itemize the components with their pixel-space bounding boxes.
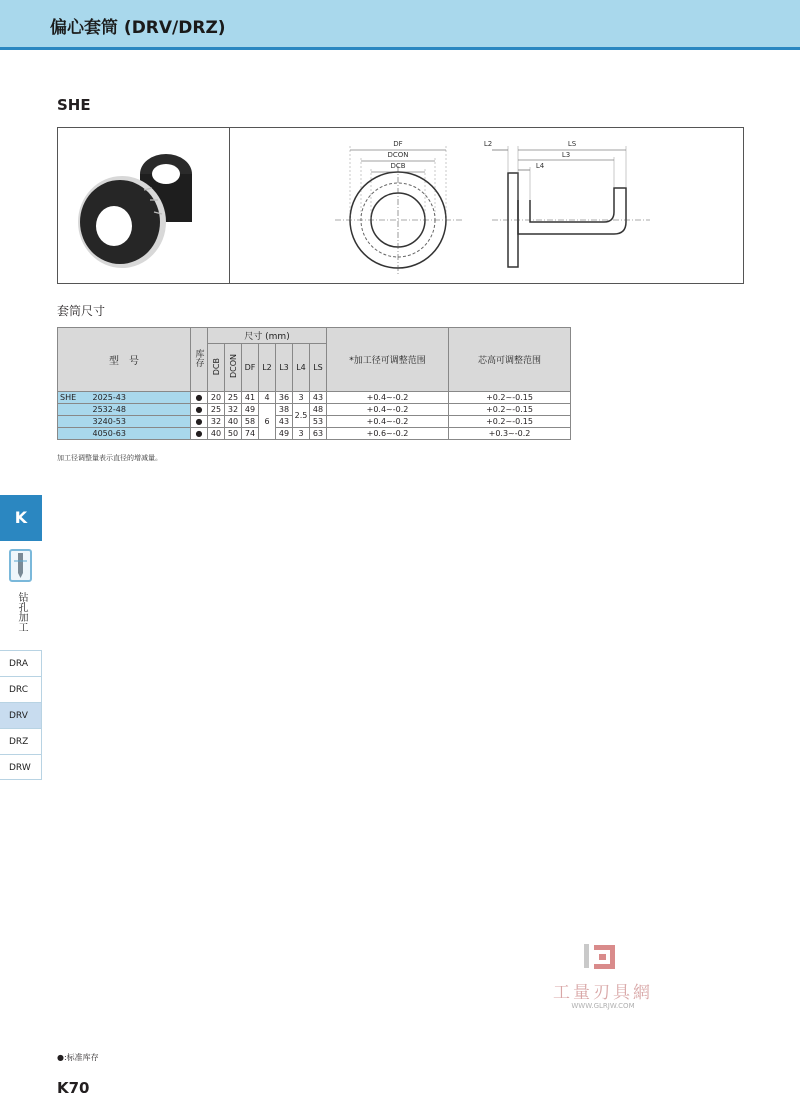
cell-l4: 3: [293, 428, 310, 440]
side-tabs: [0, 650, 42, 780]
side-tab-drz[interactable]: DRZ: [0, 728, 42, 754]
cell-l4: 2.5: [293, 404, 310, 428]
table-row: [58, 404, 571, 416]
header-dcb: DCB: [208, 344, 225, 392]
header-range1: *加工径可调整范围: [327, 328, 449, 392]
header-stock: 库存: [191, 328, 208, 392]
cell-range2: +0.2~-0.15: [449, 404, 571, 416]
header-ls: LS: [310, 344, 327, 392]
cell-l3: 36: [276, 392, 293, 404]
section-title: SHE: [57, 96, 91, 114]
cell-stock: ●: [191, 392, 208, 404]
header-l2: L2: [259, 344, 276, 392]
cell-dcb: 40: [208, 428, 225, 440]
cell-range1: +0.4~-0.2: [327, 392, 449, 404]
cell-size: 2025-43: [88, 392, 191, 404]
cell-ls: 53: [310, 416, 327, 428]
label-l2: L2: [483, 140, 493, 148]
cell-series: [58, 428, 88, 440]
page-title: 偏心套筒 (DRV/DRZ): [50, 18, 226, 38]
cell-size: 2532-48: [88, 404, 191, 416]
cell-range2: +0.3~-0.2: [449, 428, 571, 440]
category-label: 钻孔加工: [16, 592, 27, 632]
table-row: [58, 416, 571, 428]
cell-range2: +0.2~-0.15: [449, 416, 571, 428]
cell-range1: +0.6~-0.2: [327, 428, 449, 440]
watermark-name: 工量刃具網: [553, 983, 653, 1003]
table-heading: 套筒尺寸: [57, 304, 106, 318]
header-dimensions: 尺寸 (mm): [208, 328, 327, 344]
cell-l3: 49: [276, 428, 293, 440]
product-photo: [74, 142, 214, 270]
cell-range1: +0.4~-0.2: [327, 404, 449, 416]
cell-ls: 63: [310, 428, 327, 440]
cell-stock: ●: [191, 428, 208, 440]
section-letter-tab[interactable]: K: [0, 495, 42, 541]
side-tab-drc[interactable]: DRC: [0, 676, 42, 702]
cell-dcon: 50: [225, 428, 242, 440]
cell-l4: 3: [293, 392, 310, 404]
cell-stock: ●: [191, 416, 208, 428]
cell-dcon: 32: [225, 404, 242, 416]
cell-df: 58: [242, 416, 259, 428]
cell-df: 41: [242, 392, 259, 404]
label-dcb: DCB: [390, 162, 406, 170]
cell-range2: +0.2~-0.15: [449, 392, 571, 404]
cell-dcon: 25: [225, 392, 242, 404]
cell-stock: ●: [191, 404, 208, 416]
label-l4: L4: [535, 162, 545, 170]
figure-box: [57, 127, 744, 284]
cell-df: 49: [242, 404, 259, 416]
side-tab-drw[interactable]: DRW: [0, 754, 42, 780]
header-range2: 芯高可调整范围: [449, 328, 571, 392]
label-df: DF: [393, 140, 403, 148]
table-row: [58, 392, 571, 404]
cell-l3: 43: [276, 416, 293, 428]
table-row: [58, 428, 571, 440]
drill-icon: [9, 549, 32, 582]
cell-ls: 43: [310, 392, 327, 404]
spec-table: [57, 327, 571, 440]
dimension-drawing: [230, 128, 744, 283]
header-dcon: DCON: [225, 344, 242, 392]
watermark-logo-icon: [582, 942, 618, 972]
cell-df: 74: [242, 428, 259, 440]
cell-ls: 48: [310, 404, 327, 416]
cell-dcb: 20: [208, 392, 225, 404]
header-l3: L3: [276, 344, 293, 392]
label-dcon: DCON: [387, 151, 409, 159]
page-number: K70: [57, 1079, 90, 1097]
cell-series: SHE: [58, 392, 88, 404]
label-ls: LS: [567, 140, 577, 148]
cell-range1: +0.4~-0.2: [327, 416, 449, 428]
header-df: DF: [242, 344, 259, 392]
label-l3: L3: [561, 151, 571, 159]
cell-l2: 4: [259, 392, 276, 404]
header-l4: L4: [293, 344, 310, 392]
cell-l3: 38: [276, 404, 293, 416]
cell-size: 3240-53: [88, 416, 191, 428]
cell-series: [58, 404, 88, 416]
cell-dcb: 32: [208, 416, 225, 428]
table-note: 加工径调整量表示直径的增减量。: [57, 454, 162, 462]
cell-dcb: 25: [208, 404, 225, 416]
side-tab-drv[interactable]: DRV: [0, 702, 42, 728]
watermark: [538, 942, 668, 1014]
cell-size: 4050-63: [88, 428, 191, 440]
cell-l2: 6: [259, 404, 276, 440]
cell-series: [58, 416, 88, 428]
cell-dcon: 40: [225, 416, 242, 428]
watermark-url: WWW.GLRJW.COM: [571, 1002, 635, 1010]
stock-legend: ●:标准库存: [57, 1053, 99, 1062]
header-band: [0, 0, 800, 50]
side-tab-dra[interactable]: DRA: [0, 650, 42, 676]
header-model: 型 号: [58, 328, 191, 392]
